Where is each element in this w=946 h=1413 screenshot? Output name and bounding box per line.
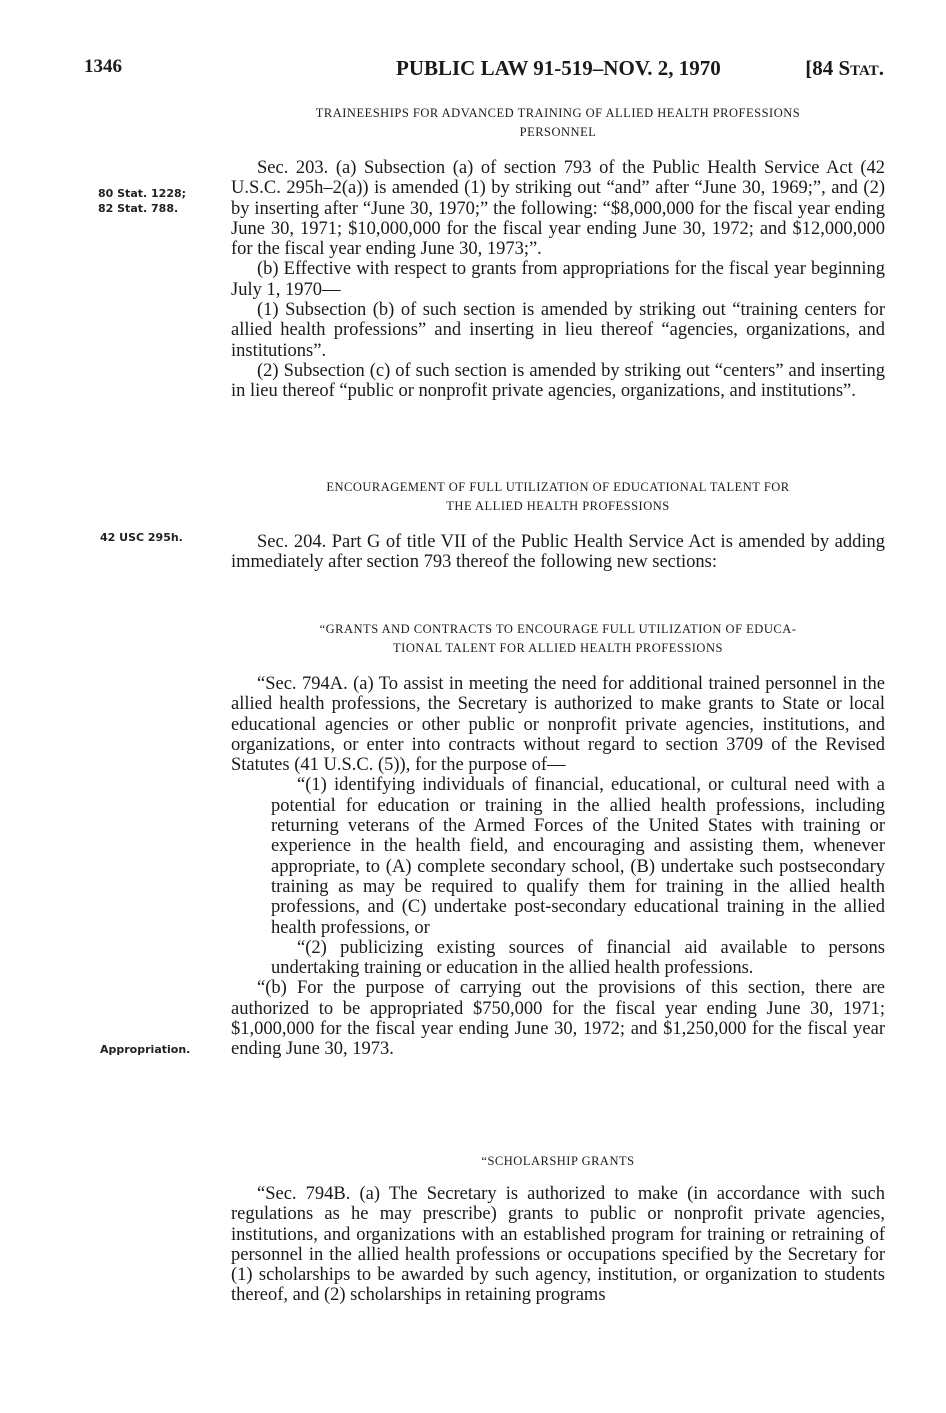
section-203-body: [231, 158, 885, 402]
section-794a-item-2: “(2) publicizing existing sources of financial aid available to persons undertaking training or education in the allied health professions.: [271, 937, 885, 979]
section-203-paragraph-b: (b) Effective with respect to grants from appropriations for the fiscal year beginning July 1, 1970—: [231, 259, 885, 300]
heading-line: PERSONNEL: [519, 125, 597, 139]
margin-note-usc: 42 USC 295h.: [100, 531, 183, 544]
page-number: 1346: [84, 56, 122, 77]
scholarship-grants-heading: “SCHOLARSHIP GRANTS: [481, 1154, 635, 1168]
section-204-heading: [231, 478, 885, 516]
volume-reference: [805, 56, 884, 81]
section-794a-body: [231, 674, 885, 1060]
page-title: PUBLIC LAW 91-519–NOV. 2, 1970: [396, 56, 721, 80]
section-794a-paragraph-a: “Sec. 794A. (a) To assist in meeting the need for additional trained personnel in the allied health professions, the Secretary is authorized to make grants to State or local educational agencies or other public or nonprofit private agencies, institutions, and organizations, or enter into contracts without regard to section 3709 of the Revised Statutes (41 U.S.C. (5)), for the purpose of—: [231, 674, 885, 776]
heading-line: THE ALLIED HEALTH PROFESSIONS: [446, 499, 670, 513]
section-203-paragraph-b2: (2) Subsection (c) of such section is amended by striking out “centers” and inserting in lieu thereof “public or nonprofit private agencies, organizations, and institutions”.: [231, 360, 885, 402]
heading-line: TIONAL TALENT FOR ALLIED HEALTH PROFESSIONS: [393, 641, 723, 655]
section-794a-paragraph-b: “(b) For the purpose of carrying out the provisions of this section, there are authorized to be appropriated $750,000 for the fiscal year ending June 30, 1971; $1,000,000 for the fiscal year ending June 30, 1972; and $1,250,000 for the fiscal year ending June 30, 1973.: [231, 978, 885, 1060]
margin-note-line: 80 Stat. 1228;: [98, 187, 187, 200]
margin-note-line: 82 Stat. 788.: [98, 202, 179, 215]
margin-note-appropriation: Appropriation.: [100, 1043, 191, 1056]
section-204-body: [231, 532, 885, 573]
margin-note-stat-citations: [98, 186, 186, 216]
section-794b-paragraph-a: “Sec. 794B. (a) The Secretary is authorized to make (in accordance with such regulations as he may prescribe) grants to public or nonprofit private agencies, institutions, and organizations with an established program for training or retraining of personnel in the allied health professions or occupations specified by the Secretary for (1) scholarships to be awarded by such agency, institution, or organization to students thereof, and (2) scholarships in retaining programs: [231, 1184, 885, 1306]
section-204-paragraph: Sec. 204. Part G of title VII of the Public Health Service Act is amended by adding immediately after section 793 thereof the following new sections:: [231, 532, 885, 573]
section-203-paragraph-a: Sec. 203. (a) Subsection (a) of section 793 of the Public Health Service Act (42 U.S.C. 295h–2(a)) is amended (1) by striking out “and” after “June 30, 1969;”, and (2) by inserting after “June 30, 1970;” the following: “$8,000,000 for the fiscal year ending June 30, 1971; $10,000,000 for the fiscal year ending June 30, 1972; and $12,000,000 for the fiscal year ending June 30, 1973;”.: [231, 158, 885, 260]
heading-line: “GRANTS AND CONTRACTS TO ENCOURAGE FULL UTILIZATION OF EDUCA-: [319, 622, 797, 636]
section-794b-body: [231, 1184, 885, 1306]
section-203-paragraph-b1: (1) Subsection (b) of such section is amended by striking out “training centers for allied health professions” and inserting in lieu thereof “agencies, organizations, and institutions”.: [231, 300, 885, 361]
volume-suffix: Stat.: [838, 56, 884, 80]
heading-line: TRAINEESHIPS FOR ADVANCED TRAINING OF ALLIED HEALTH PROFESSIONS: [315, 106, 801, 120]
volume-number: [84: [805, 56, 834, 80]
section-794a-item-1: “(1) identifying individuals of financial, educational, or cultural need with a potential for education or training in the allied health professions, including returning veterans of the Armed Forces of the United States with training or experience in the health field, and encouraging and assisting them, whenever appropriate, to (A) complete secondary school, (B) undertake such postsecondary training as may be required to qualify them for training in the allied health professions, and (C) undertake post-secondary educational training in the allied health professions, or: [271, 775, 885, 938]
grants-contracts-heading: [231, 620, 885, 658]
page-header: [0, 56, 946, 86]
heading-line: ENCOURAGEMENT OF FULL UTILIZATION OF EDUCATIONAL TALENT FOR: [326, 480, 790, 494]
section-203-heading: [231, 104, 885, 142]
